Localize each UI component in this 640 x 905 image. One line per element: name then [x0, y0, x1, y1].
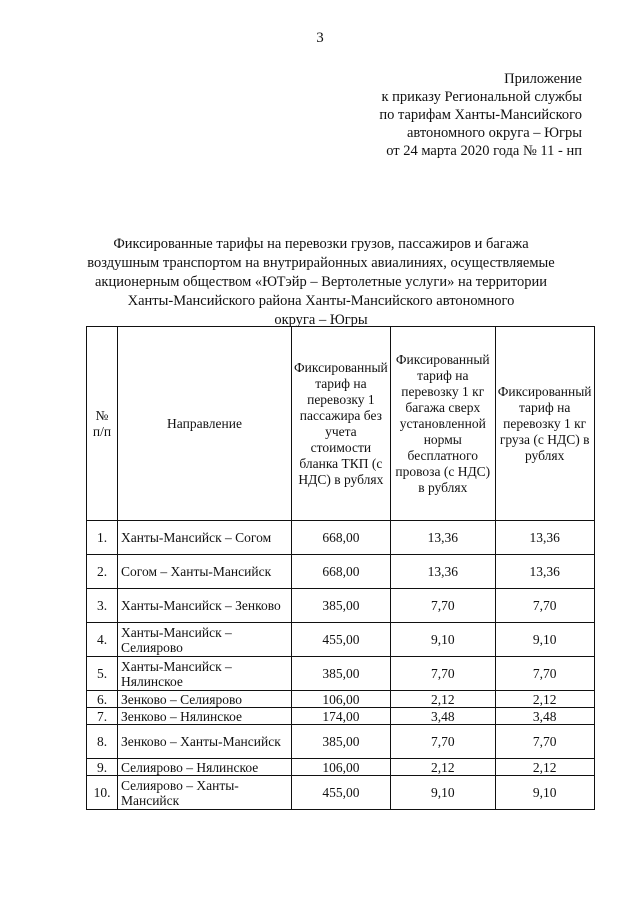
row-cargo: 13,36 — [495, 555, 594, 589]
title-line: Фиксированные тарифы на перевозки грузов, пассажиров и багажа — [113, 236, 529, 252]
title-line: Ханты-Мансийского района Ханты-Мансийского автономного — [127, 293, 515, 309]
row-num: 2. — [87, 555, 118, 589]
row-baggage: 7,70 — [390, 725, 495, 759]
header-num: № п/п — [87, 327, 118, 521]
row-baggage: 9,10 — [390, 623, 495, 657]
row-passenger: 174,00 — [292, 708, 391, 725]
header-passenger-tariff: Фиксированный тариф на перевозку 1 пассажира без учета стоимости бланка ТКП (с НДС) в рублях — [292, 327, 391, 521]
row-cargo: 7,70 — [495, 725, 594, 759]
row-direction: Ханты-Мансийск – Селиярово — [118, 623, 292, 657]
row-direction: Селиярово – Ханты-Мансийск — [118, 776, 292, 810]
row-num: 10. — [87, 776, 118, 810]
row-passenger: 385,00 — [292, 589, 391, 623]
row-direction: Ханты-Мансийск – Нялинское — [118, 657, 292, 691]
row-direction: Селиярово – Нялинское — [118, 759, 292, 776]
table-row — [87, 759, 595, 776]
row-cargo: 9,10 — [495, 776, 594, 810]
row-baggage: 13,36 — [390, 555, 495, 589]
row-baggage: 2,12 — [390, 759, 495, 776]
row-passenger: 385,00 — [292, 725, 391, 759]
row-direction: Зенково – Нялинское — [118, 708, 292, 725]
row-num: 7. — [87, 708, 118, 725]
tariff-table — [86, 326, 595, 810]
row-cargo: 3,48 — [495, 708, 594, 725]
table-row — [87, 555, 595, 589]
table-row — [87, 725, 595, 759]
table-row — [87, 708, 595, 725]
row-passenger: 106,00 — [292, 759, 391, 776]
row-num: 6. — [87, 691, 118, 708]
header-cargo-tariff: Фиксированный тариф на перевозку 1 кг груза (с НДС) в рублях — [495, 327, 594, 521]
row-direction: Ханты-Мансийск – Зенково — [118, 589, 292, 623]
row-cargo: 7,70 — [495, 589, 594, 623]
row-baggage: 7,70 — [390, 589, 495, 623]
row-num: 3. — [87, 589, 118, 623]
row-num: 9. — [87, 759, 118, 776]
table-row — [87, 623, 595, 657]
header-baggage-tariff: Фиксированный тариф на перевозку 1 кг багажа сверх установленной нормы бесплатного провоза (с НДС) в рублях — [390, 327, 495, 521]
row-passenger: 385,00 — [292, 657, 391, 691]
row-passenger: 106,00 — [292, 691, 391, 708]
row-direction: Зенково – Селиярово — [118, 691, 292, 708]
row-cargo: 2,12 — [495, 759, 594, 776]
row-cargo: 9,10 — [495, 623, 594, 657]
row-direction: Ханты-Мансийск – Согом — [118, 521, 292, 555]
table-header-row — [87, 327, 595, 521]
row-cargo: 13,36 — [495, 521, 594, 555]
appendix-line: автономного округа – Югры — [406, 125, 582, 141]
row-passenger: 455,00 — [292, 776, 391, 810]
row-passenger: 668,00 — [292, 555, 391, 589]
row-passenger: 668,00 — [292, 521, 391, 555]
row-direction: Согом – Ханты-Мансийск — [118, 555, 292, 589]
title-line: воздушным транспортом на внутрирайонных авиалиниях, осуществляемые — [87, 255, 555, 271]
appendix-block — [379, 70, 582, 160]
row-baggage: 13,36 — [390, 521, 495, 555]
document-title — [60, 235, 582, 330]
title-line: акционерным обществом «ЮТэйр – Вертолетные услуги» на территории — [95, 274, 547, 290]
row-baggage: 2,12 — [390, 691, 495, 708]
header-direction: Направление — [118, 327, 292, 521]
page-number: 3 — [316, 30, 324, 46]
row-baggage: 9,10 — [390, 776, 495, 810]
row-num: 8. — [87, 725, 118, 759]
row-baggage: 7,70 — [390, 657, 495, 691]
row-cargo: 2,12 — [495, 691, 594, 708]
row-direction: Зенково – Ханты-Мансийск — [118, 725, 292, 759]
row-num: 4. — [87, 623, 118, 657]
table-row — [87, 657, 595, 691]
table-row — [87, 521, 595, 555]
table-row — [87, 776, 595, 810]
table-row — [87, 589, 595, 623]
row-num: 5. — [87, 657, 118, 691]
row-cargo: 7,70 — [495, 657, 594, 691]
appendix-line: от 24 марта 2020 года № 11 - нп — [386, 143, 582, 159]
appendix-line: по тарифам Ханты-Мансийского — [379, 107, 582, 123]
row-passenger: 455,00 — [292, 623, 391, 657]
title-line: округа – Югры — [274, 312, 368, 328]
row-num: 1. — [87, 521, 118, 555]
table-row — [87, 691, 595, 708]
appendix-line: Приложение — [504, 71, 582, 87]
row-baggage: 3,48 — [390, 708, 495, 725]
appendix-line: к приказу Региональной службы — [381, 89, 582, 105]
